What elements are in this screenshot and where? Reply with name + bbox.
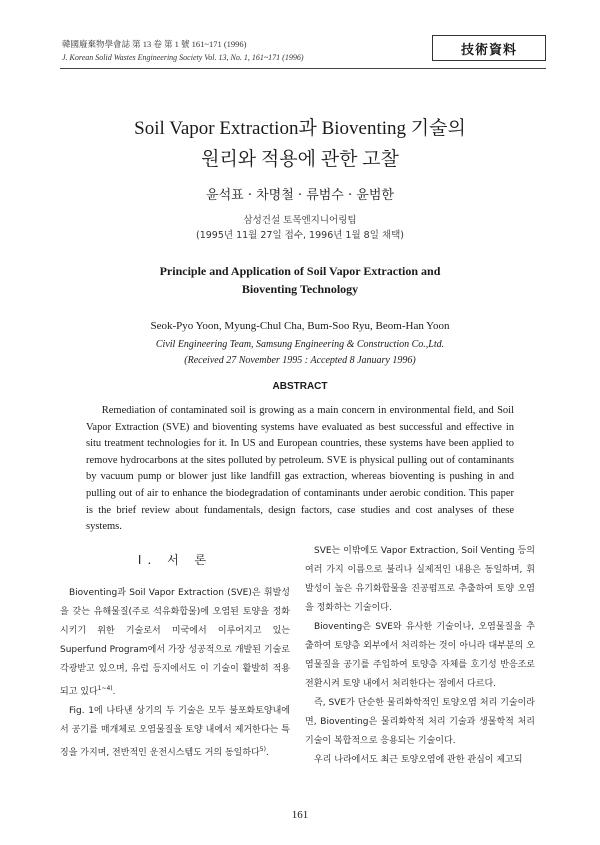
dates-en: (Received 27 November 1995 : Accepted 8 January 1996)	[184, 355, 416, 366]
citation-ref: 5)	[259, 746, 266, 753]
right-paragraph-3: 즉, SVE가 단순한 물리화학적인 토양오염 처리 기술이라면, Bioventing은 물리화학적 처리 기술과 생물학적 처리 기술이 복합적으로 응용되는 기술이다.	[305, 698, 535, 746]
section-heading-introduction: Ⅰ. 서 론	[137, 553, 213, 567]
intro-paragraph-1: Bioventing과 Soil Vapor Extraction (SVE)은 휘발성을 갖는 유해물질(주로 석유화합물)에 오염된 토양을 정화시키기 위한 기술로서 미국에서 이루어지고 있는 Superfund Program에서 가장 성공적으로 개발된 기술로 각광받고 있으며, 유럽 등지에서도 이 기술이 활발히 적용되고 있다$^{1\sim 4)}$.	[60, 588, 290, 697]
right-paragraph-2: Bioventing은 SVE와 유사한 기술이나, 오염물질을 추출하여 토양층 외부에서 처리하는 것이 아니라 대부분의 오염물질을 공기를 주입하여 토양층 자체를 호기성 반응조로 전환시켜 토양 내에서 처리한다는 점에서 다르다.	[305, 622, 535, 689]
right-paragraph-4: 우리 나라에서도 최근 토양오염에 관한 관심이 제고되	[314, 755, 523, 765]
right-column	[305, 542, 535, 770]
page-number: 161	[291, 809, 309, 821]
intro-paragraph-1-text: Bioventing과 Soil Vapor Extraction (SVE)은 휘발성을 갖는 유해물질(주로 석유화합물)에 오염된 토양을 정화시키기 위한 기술로서 미국에서 이루어지고 있는 Superfund Program에서 가장 성공적으로 개발된 기술로 각광받고 있으며, 유럽 등지에서도 이 기술이 활발히 적용되고 있다	[60, 588, 290, 697]
paper-title-ko	[0, 113, 600, 175]
left-column	[60, 540, 290, 763]
authors-ko: 윤석표 · 차명철 · 류범수 · 윤범한	[206, 188, 394, 203]
journal-name-en: J. Korean Solid Wastes Engineering Society Vol. 13, No. 1, 161~171 (1996)	[62, 53, 304, 62]
abstract-heading: ABSTRACT	[272, 381, 328, 392]
citation-ref: 1~4)	[97, 685, 113, 692]
intro-paragraph-2: Fig. 1에 나타낸 상기의 두 기술은 모두 불포화토양내에서 공기를 매개체로 오염물질을 토양 내에서 제거한다는 특징을 가지며, 전반적인 운전시스템도 거의 동일하다$^{5)}$.	[60, 706, 290, 758]
abstract-body	[86, 403, 514, 536]
journal-name-ko: 韓國廢棄物學會誌 第 13 卷 第 1 號 161~171 (1996)	[62, 39, 247, 49]
category-tag: 技術資料	[432, 35, 546, 61]
dates-ko: (1995년 11월 27일 접수, 1996년 1월 8일 채택)	[196, 230, 404, 241]
abstract-text: Remediation of contaminated soil is growing as a main concern in environmental field, and Soil Vapor Extraction (SVE) and bioventing systems have evaluated as best successful and effective in situ treatment technologies for it. In US and European countries, these systems have been applied to remove hydrocarbons at the sites polluted by petroleum. SVE is physical pulling out of contaminants by vacuum pump or blower just like landfill gas extraction, whereas bioventing is pushing in and pulling out of air to enhance the biodegradation of contaminants under aerobic condition. This paper is the brief review about fundamentals, design factors, case studies and cost analyses of these systems.	[86, 405, 514, 533]
title-ko-line2: 원리와 적용에 관한 고찰	[201, 149, 399, 170]
title-en-line2: Bioventing Technology	[241, 282, 359, 296]
right-paragraph-1: SVE는 이밖에도 Vapor Extraction, Soil Venting 등의 여러 가지 이름으로 불리나 실제적인 내용은 동일하며, 휘발성이 높은 유기화합물을 진공펌프로 추출하여 토양 오염을 정화하는 기술이다.	[305, 546, 535, 613]
affiliation-en-block	[0, 337, 600, 369]
journal-header	[62, 38, 304, 64]
title-en-line1: Principle and Application of Soil Vapor Extraction and	[159, 264, 441, 278]
affiliation-ko: 삼성건설 토목엔지니어링팀	[243, 215, 357, 226]
header-rule	[60, 68, 546, 69]
title-ko-line1: Soil Vapor Extraction과 Bioventing 기술의	[134, 118, 466, 139]
authors-en: Seok-Pyo Yoon, Myung-Chul Cha, Bum-Soo Ryu, Beom-Han Yoon	[150, 320, 450, 332]
affiliation-ko-block	[0, 213, 600, 243]
paper-title-en	[0, 262, 600, 298]
affiliation-en: Civil Engineering Team, Samsung Engineering & Construction Co.,Ltd.	[155, 339, 445, 350]
intro-paragraph-2-text: Fig. 1에 나타낸 상기의 두 기술은 모두 불포화토양내에서 공기를 매개체로 오염물질을 토양 내에서 제거한다는 특징을 가지며, 전반적인 운전시스템도 거의 동일하다	[60, 706, 290, 758]
